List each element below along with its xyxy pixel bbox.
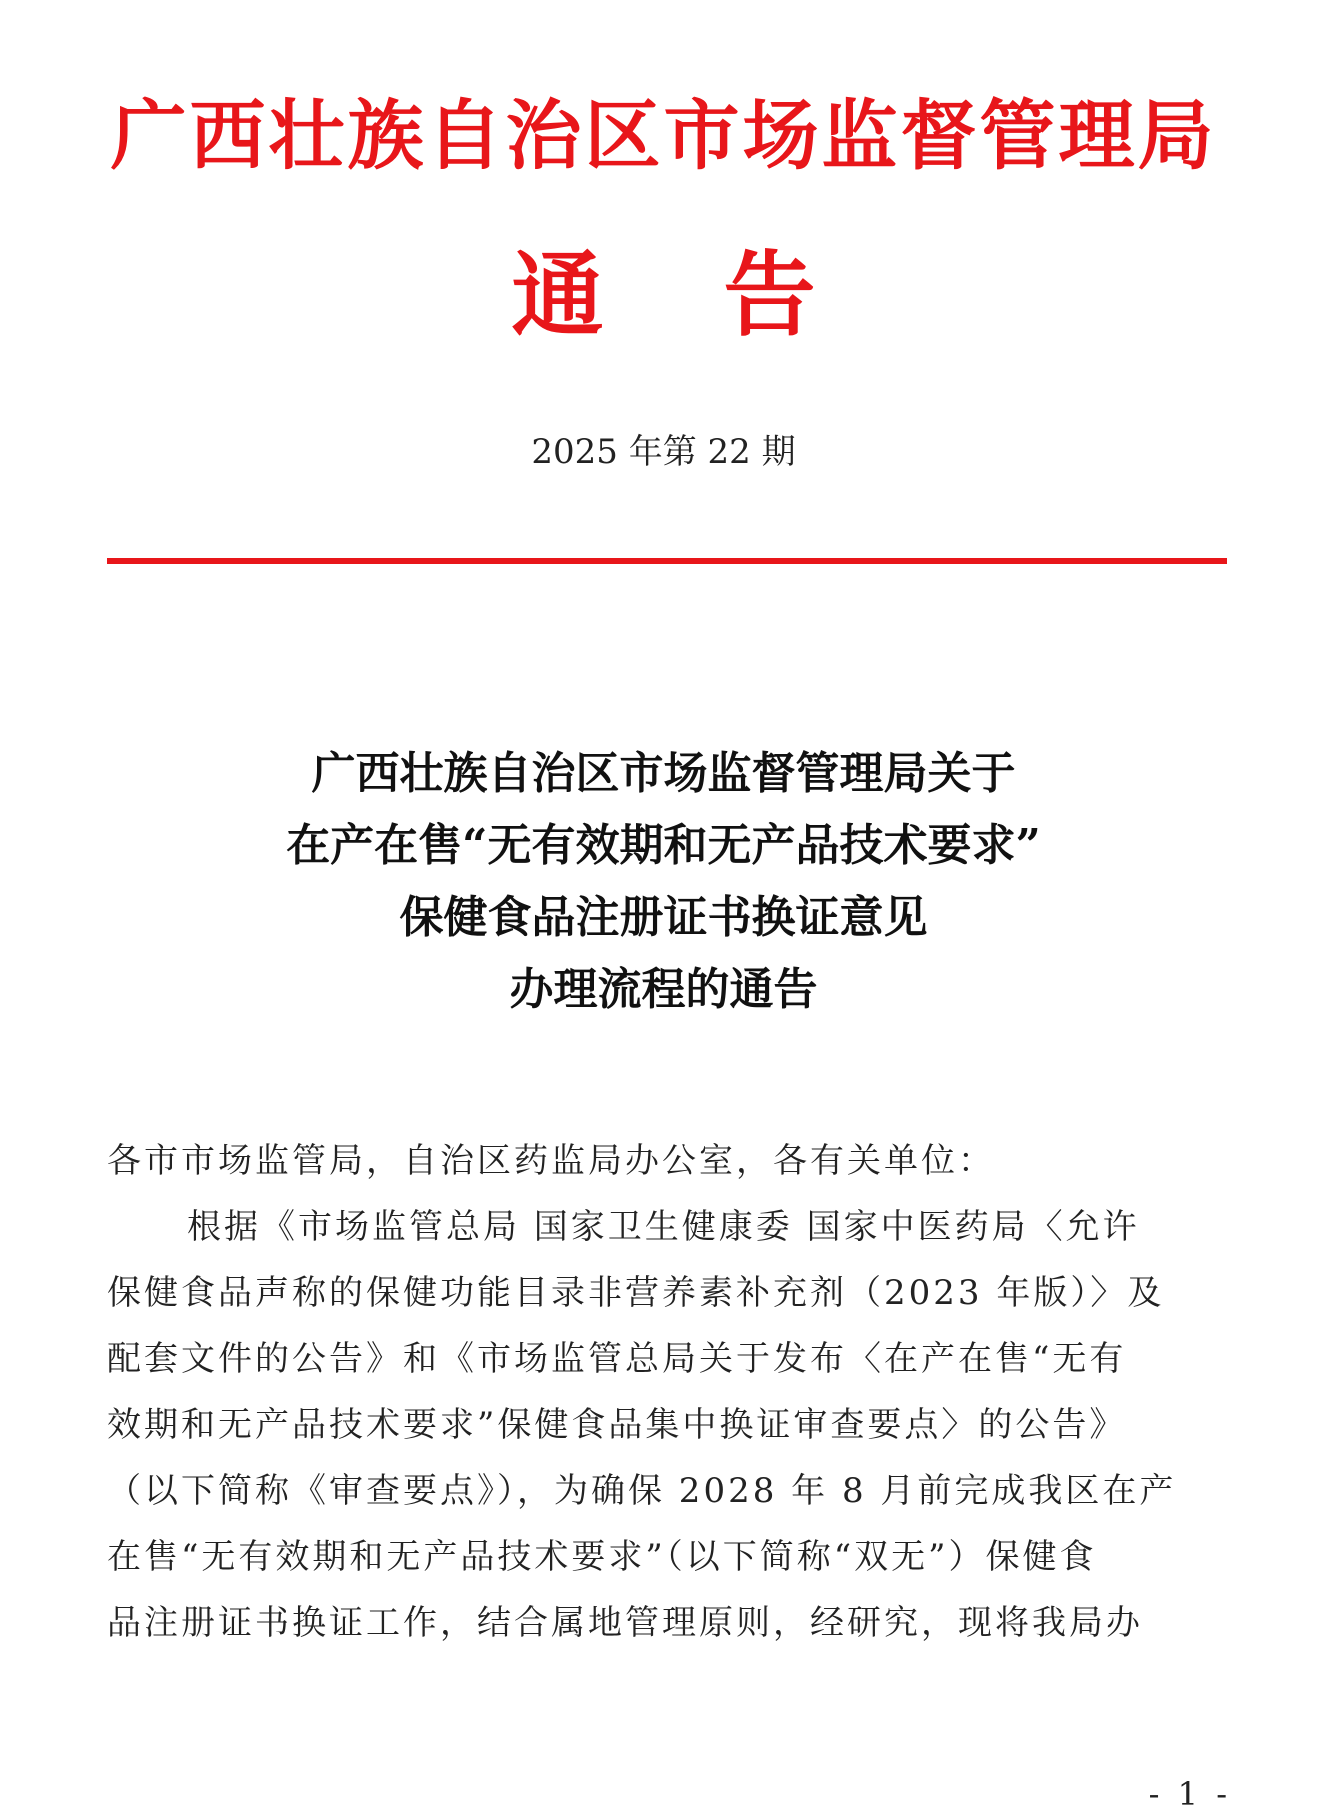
document-title: [0, 738, 1327, 1026]
title-line: 保健食品注册证书换证意见: [399, 892, 928, 943]
salutation: 各市市场监管局，自治区药监局办公室，各有关单位：: [107, 1141, 995, 1181]
body-line: （以下简称《审查要点》），为确保 2028 年 8 月前完成我区在产: [107, 1471, 1177, 1511]
body-line: 根据《市场监管总局 国家卫生健康委 国家中医药局〈允许: [187, 1207, 1140, 1247]
body-line: 保健食品声称的保健功能目录非营养素补充剂（2023 年版）〉及: [107, 1273, 1165, 1313]
issue-number: 2025 年第 22 期: [531, 432, 796, 472]
body-line: 配套文件的公告》和《市场监管总局关于发布〈在产在售“无有: [107, 1339, 1127, 1379]
document-body: [107, 1128, 1227, 1656]
title-line: 办理流程的通告: [509, 964, 818, 1015]
body-line: 品注册证书换证工作，结合属地管理原则，经研究，现将我局办: [107, 1603, 1143, 1643]
body-line: 在售“无有效期和无产品技术要求”（以下简称“双无”）保健食: [107, 1537, 1097, 1577]
page-number: - 1 -: [1148, 1775, 1231, 1813]
red-divider: [107, 558, 1227, 564]
document-type: 通告: [511, 241, 936, 349]
body-line: 效期和无产品技术要求”保健食品集中换证审查要点〉的公告》: [107, 1405, 1127, 1445]
title-line: 广西壮族自治区市场监督管理局关于: [311, 748, 1016, 799]
title-line: 在产在售“无有效期和无产品技术要求”: [286, 820, 1041, 871]
issuing-authority-name: 广西壮族自治区市场监督管理局: [110, 91, 1217, 180]
